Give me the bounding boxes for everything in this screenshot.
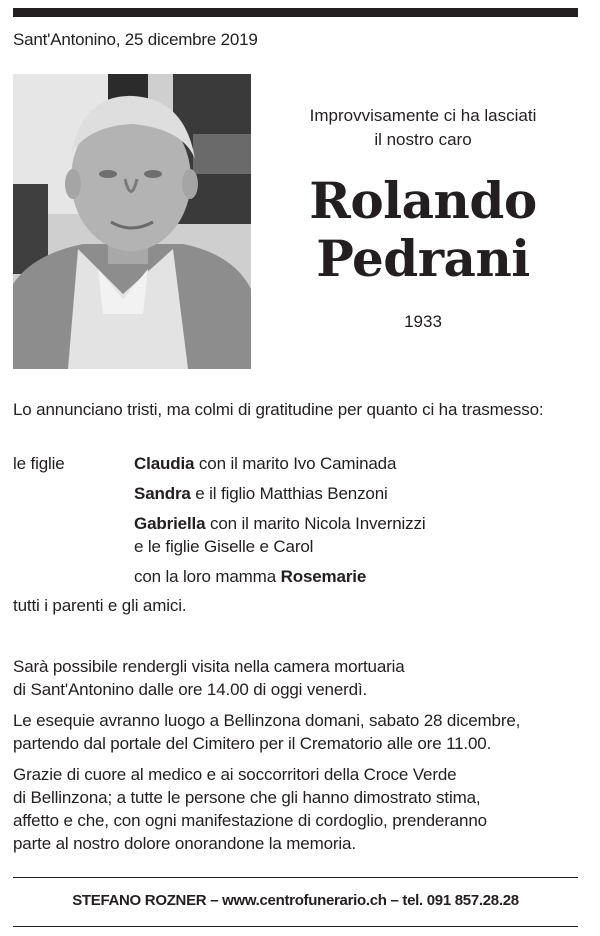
birth-year: 1933 xyxy=(404,312,442,331)
place-date: Sant'Antonino, 25 dicembre 2019 xyxy=(13,30,258,49)
thanks-line-3: affetto e che, con ogni manifestazione di cordoglio, prenderanno xyxy=(13,811,487,830)
family-row xyxy=(13,512,578,558)
family-member-detail: con il marito Nicola Invernizzi xyxy=(205,514,426,533)
thanks-line-2: di Bellinzona; a tutte le persone che gli hanno dimostrato stima, xyxy=(13,788,481,807)
first-name: Rolando xyxy=(309,171,537,230)
visit-paragraph xyxy=(13,655,583,701)
thanks-line-4: parte al nostro dolore onorandone la memoria. xyxy=(13,834,356,853)
family-member-detail: con il marito Ivo Caminada xyxy=(194,454,397,473)
family-row xyxy=(13,565,578,588)
family-row xyxy=(13,482,578,505)
family-list xyxy=(13,452,578,595)
portrait-photo xyxy=(13,74,251,369)
funeral-home-footer: STEFANO ROZNER – www.centrofunerario.ch – tel. 091 857.28.28 xyxy=(72,892,519,909)
funeral-paragraph xyxy=(13,709,583,755)
family-row xyxy=(13,452,578,475)
family-member-name: Rosemarie xyxy=(280,567,367,586)
top-rule xyxy=(13,8,578,17)
footer-rule-top xyxy=(13,877,578,878)
family-label: le figlie xyxy=(13,454,65,473)
footer-rule-bottom xyxy=(13,926,578,927)
last-name: Pedrani xyxy=(316,229,530,288)
thanks-line-1: Grazie di cuore al medico e ai soccorritori della Croce Verde xyxy=(13,765,457,784)
family-member-name: Claudia xyxy=(134,454,195,473)
intro-line-1: Improvvisamente ci ha lasciati xyxy=(309,106,537,125)
funeral-line-2: partendo dal portale del Cimitero per il Crematorio alle ore 11.00. xyxy=(13,734,492,753)
family-member-name: Sandra xyxy=(134,484,191,503)
deceased-name xyxy=(268,172,578,288)
visit-line-1: Sarà possibile rendergli visita nella camera mortuaria xyxy=(13,657,405,676)
family-closing: tutti i parenti e gli amici. xyxy=(13,596,187,615)
thanks-paragraph xyxy=(13,763,583,855)
funeral-line-1: Le esequie avranno luogo a Bellinzona domani, sabato 28 dicembre, xyxy=(13,711,521,730)
family-member-detail: e il figlio Matthias Benzoni xyxy=(190,484,388,503)
intro-line-2: il nostro caro xyxy=(374,130,472,149)
announcement: Lo annunciano tristi, ma colmi di gratitudine per quanto ci ha trasmesso: xyxy=(13,400,544,419)
family-member-detail-line2: e le figlie Giselle e Carol xyxy=(134,537,314,556)
visit-line-2: di Sant'Antonino dalle ore 14.00 di oggi venerdì. xyxy=(13,680,368,699)
family-member-prefix: con la loro mamma xyxy=(134,567,281,586)
family-member-name: Gabriella xyxy=(134,514,206,533)
intro-text xyxy=(268,104,578,152)
